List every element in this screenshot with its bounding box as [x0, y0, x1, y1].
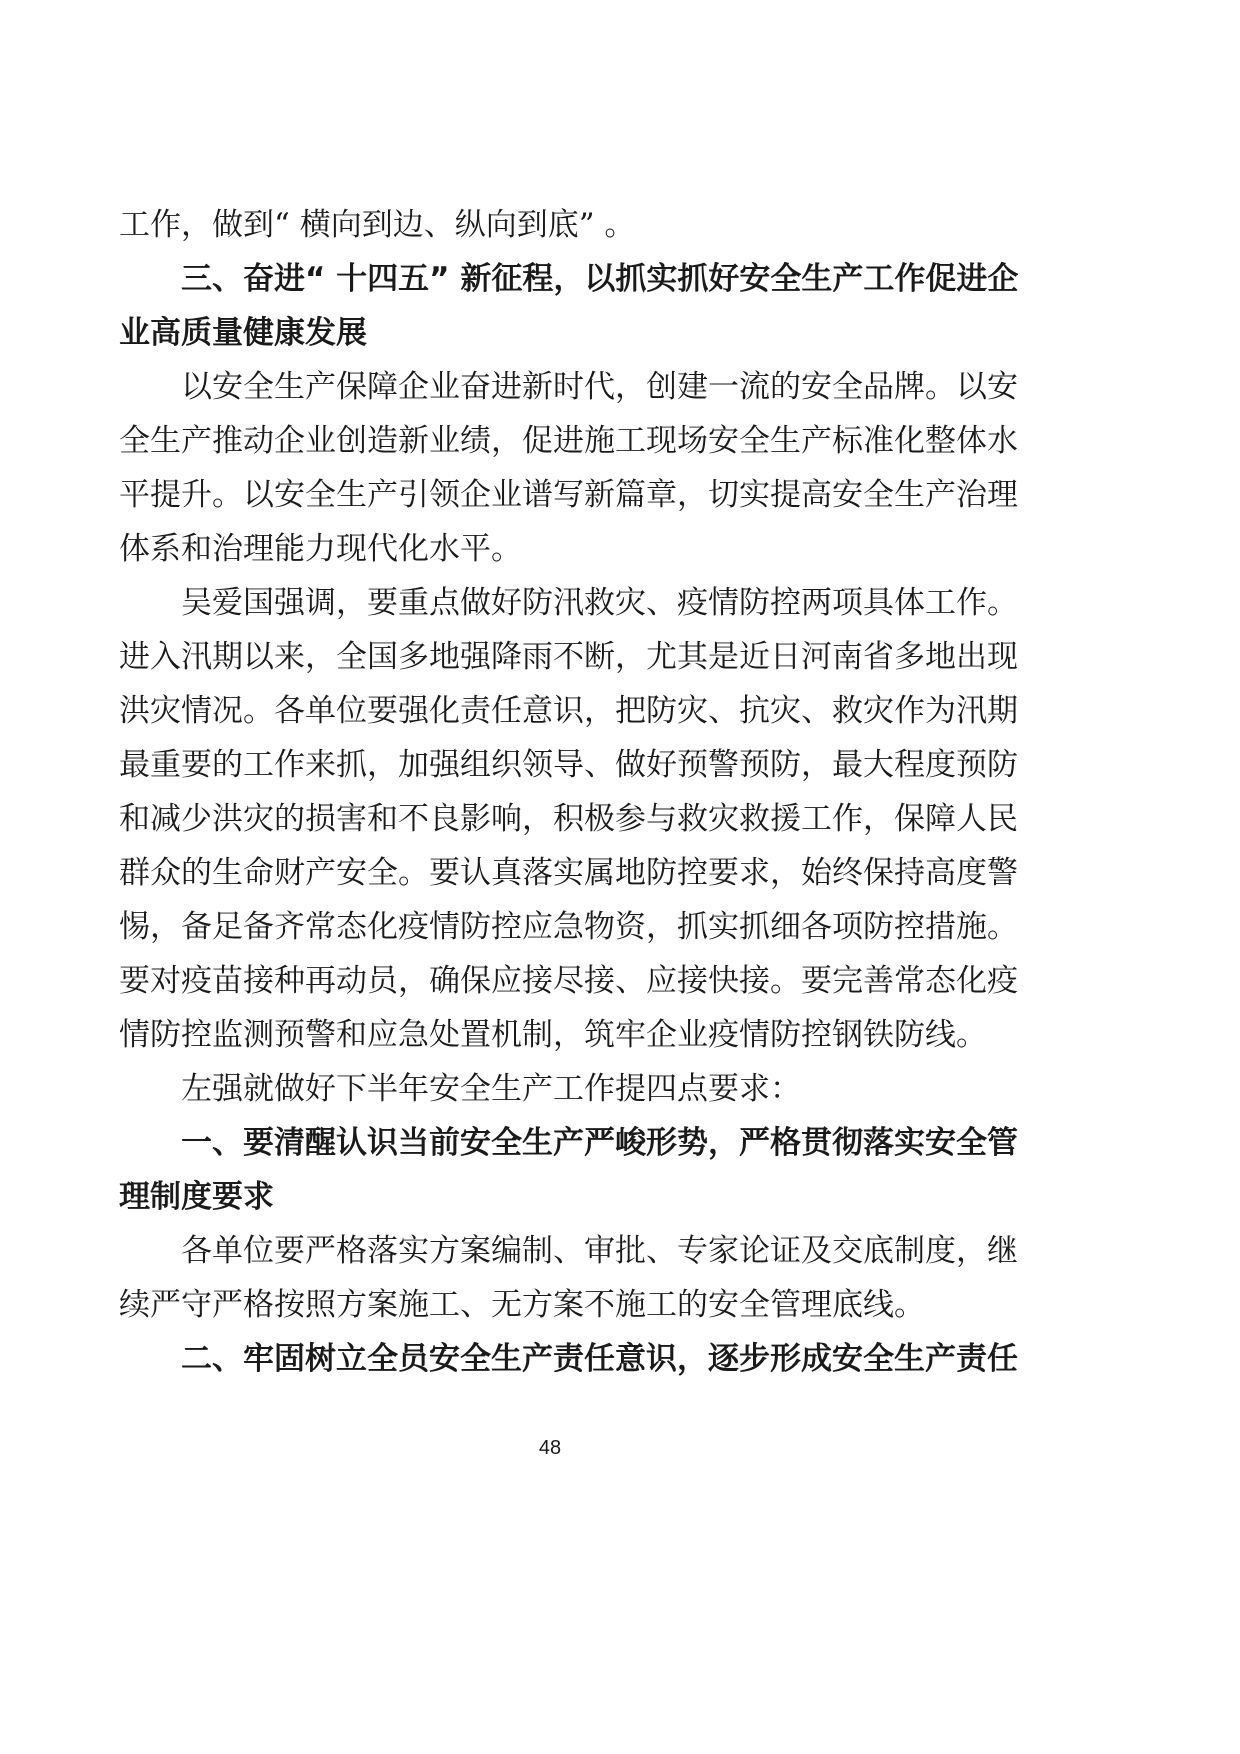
- section-heading-continued: 理制度要求: [119, 1179, 274, 1215]
- text-line: 和减少洪灾的损害和不良影响，积极参与救灾救援工作，保障人民: [119, 801, 1018, 837]
- text-line: 工作，做到“ 横向到边、纵向到底” 。: [119, 207, 636, 243]
- page-number: 48: [538, 1437, 562, 1459]
- text-line: 最重要的工作来抓，加强组织领导、做好预警预防，最大程度预防: [119, 747, 1018, 783]
- section-heading: 一、要清醒认识当前安全生产严峻形势，严格贯彻落实安全管: [181, 1125, 1018, 1161]
- text-line: 洪灾情况。各单位要强化责任意识，把防灾、抗灾、救灾作为汛期: [119, 693, 1018, 729]
- text-line: 吴爱国强调，要重点做好防汛救灾、疫情防控两项具体工作。: [181, 585, 1018, 621]
- section-heading-continued: 业高质量健康发展: [119, 315, 367, 351]
- section-heading: 三、奋进“ 十四五” 新征程，以抓实抓好安全生产工作促进企: [181, 261, 1019, 297]
- text-line: 惕，备足备齐常态化疫情防控应急物资，抓实抓细各项防控措施。: [119, 909, 1018, 945]
- text-line: 情防控监测预警和应急处置机制，筑牢企业疫情防控钢铁防线。: [119, 1017, 987, 1053]
- text-line: 要对疫苗接种再动员，确保应接尽接、应接快接。要完善常态化疫: [119, 963, 1018, 999]
- text-line: 进入汛期以来，全国多地强降雨不断，尤其是近日河南省多地出现: [119, 639, 1018, 675]
- text-line: 群众的生命财产安全。要认真落实属地防控要求，始终保持高度警: [119, 855, 1018, 891]
- text-line: 以安全生产保障企业奋进新时代，创建一流的安全品牌。以安: [181, 369, 1018, 405]
- text-line: 全生产推动企业创造新业绩，促进施工现场安全生产标准化整体水: [119, 423, 1018, 459]
- text-line: 平提升。以安全生产引领企业谱写新篇章，切实提高安全生产治理: [119, 477, 1018, 513]
- section-heading: 二、牢固树立全员安全生产责任意识，逐步形成安全生产责任: [181, 1341, 1018, 1377]
- body-text: [119, 198, 1019, 1386]
- text-line: 各单位要严格落实方案编制、审批、专家论证及交底制度，继: [181, 1233, 1018, 1269]
- text-line: 左强就做好下半年安全生产工作提四点要求：: [181, 1071, 801, 1107]
- text-line: 体系和治理能力现代化水平。: [119, 531, 522, 567]
- text-line: 续严守严格按照方案施工、无方案不施工的安全管理底线。: [119, 1287, 925, 1323]
